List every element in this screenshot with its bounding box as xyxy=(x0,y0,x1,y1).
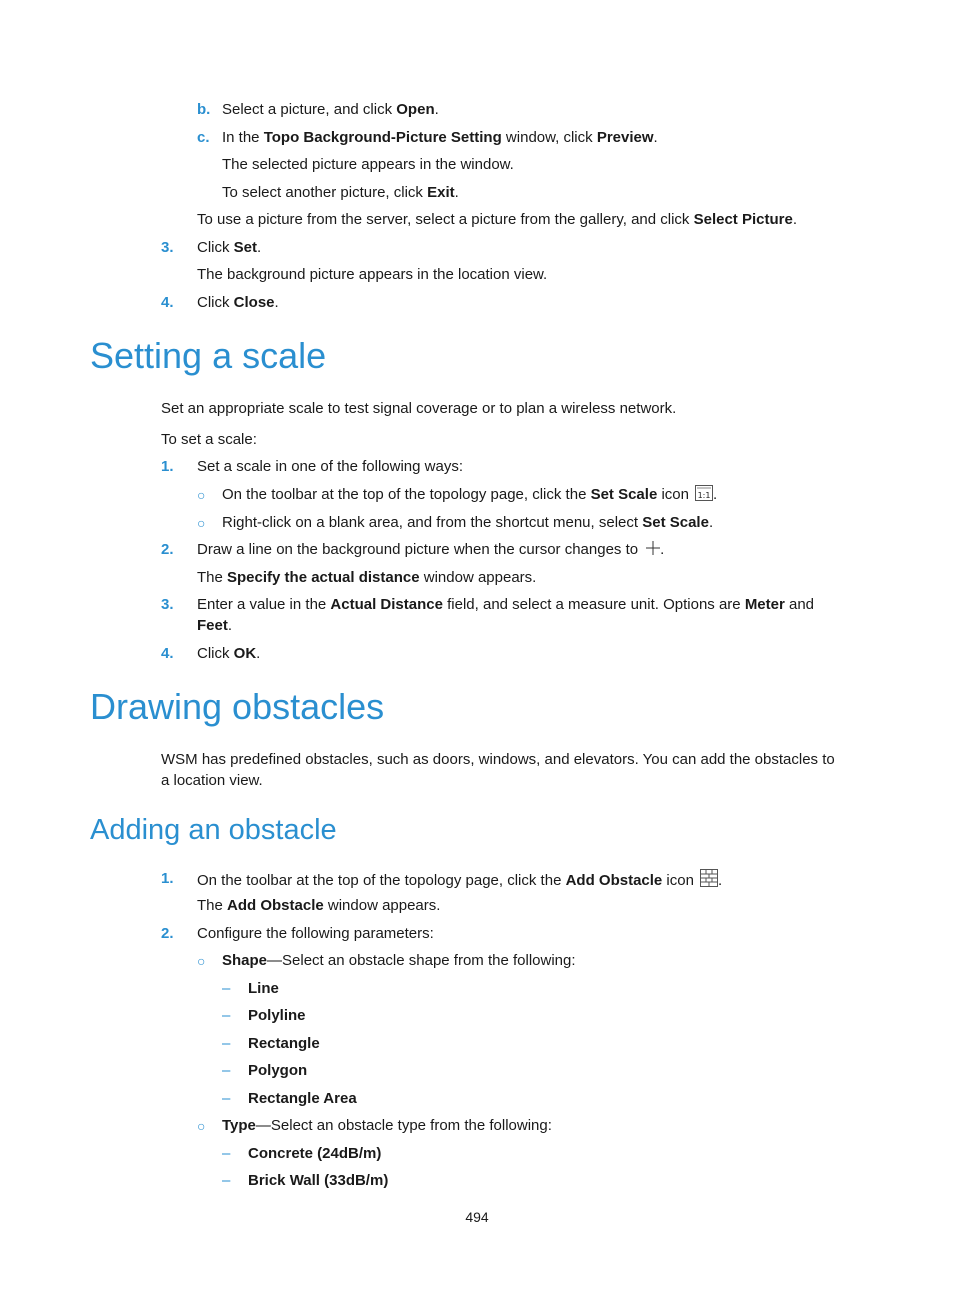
step-c-exit-note: To select another picture, click Exit. xyxy=(222,184,459,201)
scale-option-rightclick: Right-click on a blank area, and from the shortcut menu, select Set Scale. xyxy=(222,514,714,531)
heading-setting-a-scale: Setting a scale xyxy=(90,335,327,376)
shape-option: Rectangle Area xyxy=(248,1090,357,1107)
bullet-circle: ○ xyxy=(197,515,206,531)
scale-option-toolbar: On the toolbar at the top of the topology page, click the Set Scale icon 1:1 . xyxy=(222,485,717,507)
bullet-circle: ○ xyxy=(197,487,206,503)
obstacles-intro-line-2: a location view. xyxy=(161,772,263,789)
type-option: Brick Wall (33dB/m) xyxy=(248,1172,389,1189)
page-number: 494 xyxy=(465,1209,489,1225)
type-option: Concrete (24dB/m) xyxy=(248,1145,382,1162)
bullet-dash: – xyxy=(222,1035,231,1052)
crosshair-cursor-icon xyxy=(646,541,660,561)
bullet-dash: – xyxy=(222,1145,231,1162)
add-step-2-text: Configure the following parameters: xyxy=(197,925,434,942)
server-picture-note: To use a picture from the server, select a picture from the gallery, and click Select Picture. xyxy=(197,211,797,228)
step-4-text: Click Close. xyxy=(197,294,279,311)
step-c-text: In the Topo Background-Picture Setting window, click Preview. xyxy=(222,129,658,146)
bullet-dash: – xyxy=(222,1007,231,1024)
add-obstacle-icon xyxy=(700,869,718,893)
step-3-number: 3. xyxy=(161,239,174,256)
bullet-circle: ○ xyxy=(197,953,206,969)
scale-step-2-text: Draw a line on the background picture when the cursor changes to . xyxy=(197,540,664,561)
param-shape: Shape—Select an obstacle shape from the following: xyxy=(222,952,576,969)
shape-option: Polygon xyxy=(248,1062,308,1079)
add-step-1-number: 1. xyxy=(161,870,174,887)
bullet-dash: – xyxy=(222,980,231,997)
step-3-result: The background picture appears in the location view. xyxy=(197,266,548,283)
bullet-dash: – xyxy=(222,1172,231,1189)
heading-adding-an-obstacle: Adding an obstacle xyxy=(90,814,337,846)
scale-step-2-number: 2. xyxy=(161,541,174,558)
obstacles-intro-line-1: WSM has predefined obstacles, such as doors, windows, and elevators. You can add the obstacles to xyxy=(161,751,835,768)
add-step-1-text: On the toolbar at the top of the topology page, click the Add Obstacle icon . xyxy=(197,869,722,893)
shape-option: Polyline xyxy=(248,1007,306,1024)
scale-step-3-continued: Feet. xyxy=(197,617,233,634)
scale-step-3-text: Enter a value in the Actual Distance field, and select a measure unit. Options are Meter and xyxy=(197,596,815,613)
step-4-number: 4. xyxy=(161,294,174,311)
add-step-1-result: The Add Obstacle window appears. xyxy=(197,897,441,914)
scale-intro: Set an appropriate scale to test signal coverage or to plan a wireless network. xyxy=(161,400,677,417)
set-scale-icon xyxy=(695,485,713,507)
bullet-dash: – xyxy=(222,1062,231,1079)
scale-step-4-number: 4. xyxy=(161,645,174,662)
param-type: Type—Select an obstacle type from the following: xyxy=(222,1117,552,1134)
step-b-text: Select a picture, and click Open. xyxy=(222,101,439,118)
scale-to-set: To set a scale: xyxy=(161,431,257,448)
bullet-dash: – xyxy=(222,1090,231,1107)
shape-option: Line xyxy=(248,980,279,997)
scale-step-1-text: Set a scale in one of the following ways: xyxy=(197,458,463,475)
step-b-number: b. xyxy=(197,101,211,118)
shape-option: Rectangle xyxy=(248,1035,320,1052)
scale-step-4-text: Click OK. xyxy=(197,645,261,662)
scale-step-3-number: 3. xyxy=(161,596,174,613)
step-c-result: The selected picture appears in the window. xyxy=(222,156,514,173)
scale-step-2-result: The Specify the actual distance window appears. xyxy=(197,569,537,586)
step-c-number: c. xyxy=(197,129,210,146)
svg-text:1:1: 1:1 xyxy=(697,491,711,500)
step-3-text: Click Set. xyxy=(197,239,262,256)
add-step-2-number: 2. xyxy=(161,925,174,942)
heading-drawing-obstacles: Drawing obstacles xyxy=(90,686,385,727)
scale-step-1-number: 1. xyxy=(161,458,174,475)
bullet-circle: ○ xyxy=(197,1118,206,1134)
